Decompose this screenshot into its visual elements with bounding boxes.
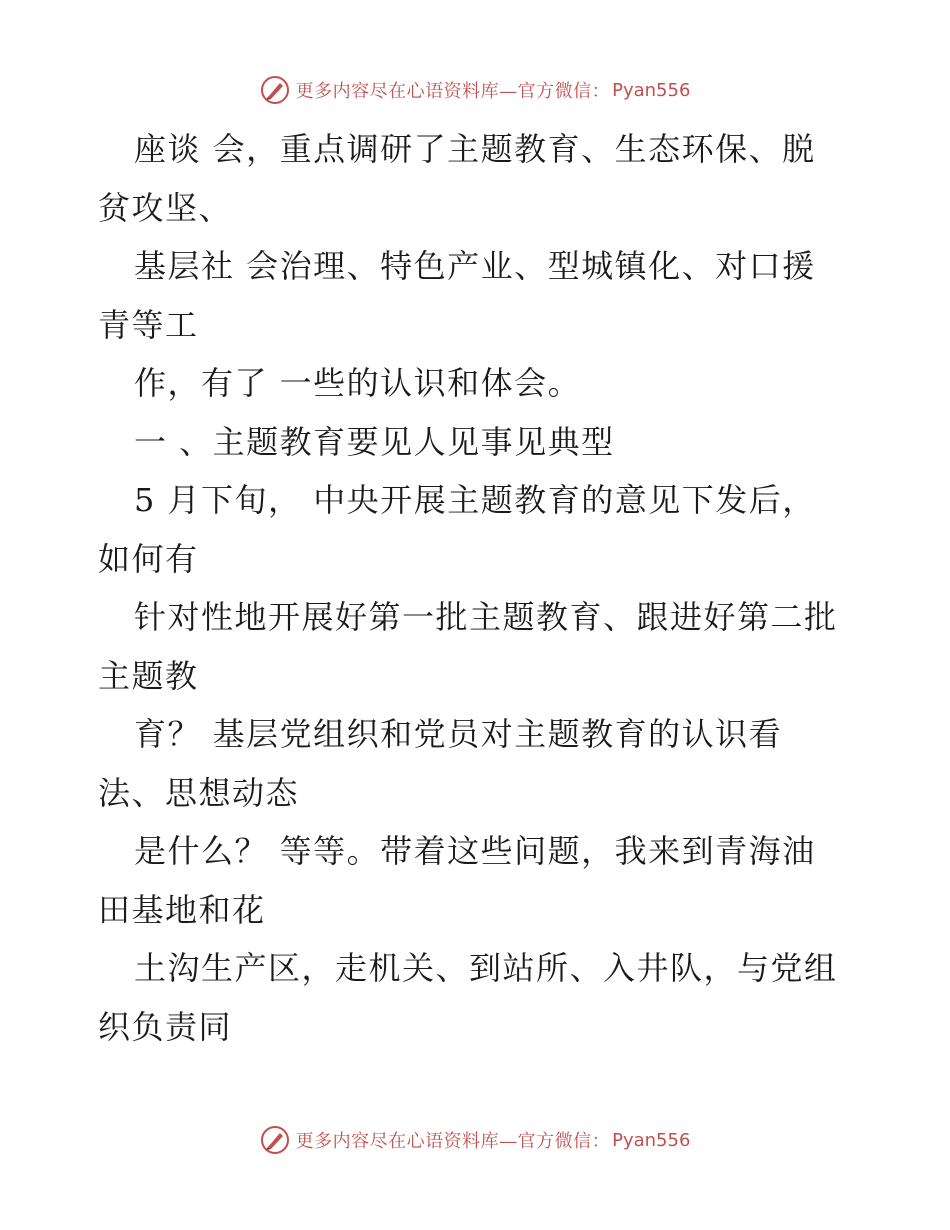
text-line: 座谈 会，重点调研了主题教育、生态环保、脱 (134, 130, 816, 168)
section-heading: 一 、主题教育要见人见事见典型 (134, 422, 615, 461)
text-line: 织负责同 (98, 1007, 233, 1046)
text-line: 土沟生产区，走机关、到站所、入井队，与党组 (134, 949, 838, 987)
text-line: 青等工 (98, 305, 199, 344)
watermark-wechat-id: Pyan556 (612, 79, 691, 101)
text-line: 育？ 基层党组织和党员对主题教育的认识看 (134, 715, 783, 753)
text-line: 法、思想动态 (98, 773, 300, 812)
pen-logo-icon (260, 1125, 290, 1155)
header-watermark (0, 70, 950, 110)
text-line: 田基地和花 (98, 890, 266, 929)
watermark-text: 更多内容尽在心语资料库—官方微信： (295, 81, 611, 102)
text-line: 贫攻坚、 (98, 188, 233, 227)
text-line: 作，有了 一些的认识和体会。 (134, 364, 582, 402)
text-line: 基层社 会治理、特色产业、型城镇化、对口援 (134, 247, 816, 285)
text-line: 针对性地开展好第一批主题教育、跟进好第二批 (134, 598, 838, 636)
text-line: 5 月下旬， 中央开展主题教育的意见下发后， (134, 481, 816, 519)
footer-watermark (0, 1120, 950, 1160)
text-line: 是什么？ 等等。带着这些问题，我来到青海油 (134, 832, 816, 870)
text-line: 主题教 (98, 656, 199, 695)
text-line: 如何有 (98, 539, 199, 578)
watermark-text: 更多内容尽在心语资料库—官方微信： (295, 1131, 611, 1152)
document-body (98, 120, 858, 1056)
pen-logo-icon (260, 75, 290, 105)
watermark-wechat-id: Pyan556 (612, 1129, 691, 1151)
